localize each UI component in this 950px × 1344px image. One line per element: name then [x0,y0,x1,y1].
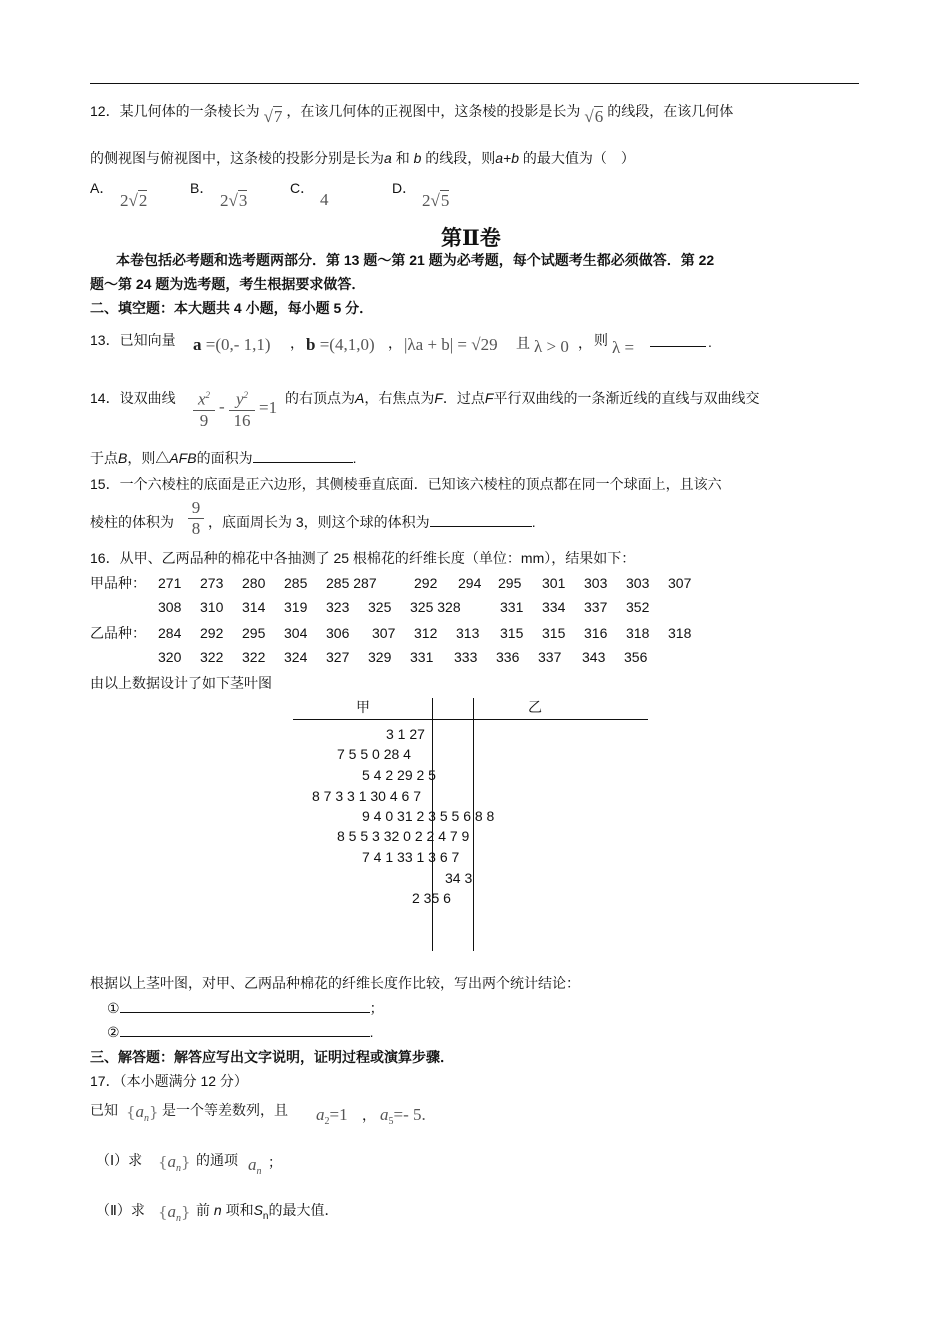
sqrt6: √6 [584,107,604,126]
q13-vector-a: a =(0,- 1,1) [193,335,271,354]
fiber-length-value: 303 [626,575,650,591]
fiber-length-value: 322 [200,649,224,665]
q17-a5: $a_5=-$ 5. [380,1105,426,1128]
option-c-value: 4 [320,190,329,209]
fiber-length-value: 310 [200,599,224,615]
fiber-length-value: 322 [242,649,266,665]
fiber-length-value: 284 [158,625,182,641]
q15-line2a: 棱柱的体积为 [90,514,174,530]
q13-lambda: λ = [612,338,635,357]
option-b-value: 2√3 [220,191,248,210]
stemleaf-header-line [293,719,648,720]
fiber-length-value: 307 [668,575,692,591]
yi-row2 [158,647,858,667]
q14-prefix: 14．设双曲线 [90,390,176,406]
fiber-length-value: 343 [582,649,606,665]
fiber-length-value: 294 [458,575,482,591]
q12-text1: 12．某几何体的一条棱长为 [90,103,260,119]
fiber-length-value: 325 [368,599,392,615]
part2-title: 第Ⅱ卷 [441,225,501,250]
fiber-length-value: 337 [538,649,562,665]
option-d[interactable]: D． [392,180,417,196]
fiber-length-value: 329 [368,649,392,665]
q17-part1: （Ⅰ）求 [96,1152,143,1168]
q17-general-term: $a_n$ [248,1155,262,1178]
fiber-length-value: 320 [158,649,182,665]
fiber-length-value: 295 [242,625,266,641]
q16-line1: 16．从甲、乙两品种的棉花中各抽测了 25 根棉花的纤维长度（单位：mm），结果如下： [90,550,636,566]
conclusion-2-blank[interactable] [120,1022,370,1037]
q16-conclude: 根据以上茎叶图，对甲、乙两品种棉花的纤维长度作比较，写出两个统计结论： [90,975,580,991]
q14-text: 的右顶点为A，右焦点为F．过点F平行双曲线的一条渐近线的直线与双曲线交 [285,390,760,406]
jia-row1 [158,573,858,593]
stemleaf-head-jia: 甲 [356,699,370,715]
fiber-length-value: 312 [414,625,438,641]
fiber-length-value: 319 [284,599,308,615]
option-a[interactable]: A． [90,180,114,196]
q13-norm: |λa + b| = √29 [404,335,498,354]
stemleaf-row: 3 1 27 [386,726,425,742]
fiber-length-value: 271 [158,575,182,591]
part2-intro2: 题～第 24 题为选考题，考生根据要求做答． [90,276,366,292]
yi-row1 [158,623,858,643]
fiber-length-value: 336 [496,649,520,665]
option-c[interactable]: C． [290,180,315,196]
fiber-length-value: 314 [242,599,266,615]
fiber-length-value: 356 [624,649,648,665]
fiber-length-value: 318 [668,625,692,641]
q14-frac-y: $\frac{y^2}{16}$ [229,385,255,431]
q17-head: 17．（本小题满分 12 分） [90,1073,248,1089]
fiber-length-value: 308 [158,599,182,615]
seq-an-3: $\{a_n\}$ [158,1202,191,1225]
part2-intro1: 本卷包括必考题和选考题两部分．第 13 题～第 21 题为必考题，每个试题考生都必须做答．第 22 [116,252,715,268]
fiber-length-value: 285 287 [326,575,377,591]
stemleaf-row: 2 35 6 [412,890,451,906]
top-rule [90,83,859,84]
q15-line1: 15．一个六棱柱的底面是正六边形，其侧棱垂直底面．已知该六棱柱的顶点都在同一个球面上，且该六 [90,476,722,492]
fiber-length-value: 304 [284,625,308,641]
fiber-length-value: 313 [456,625,480,641]
fiber-length-value: 325 328 [410,599,461,615]
option-b[interactable]: B． [190,180,214,196]
fiber-length-value: 292 [200,625,224,641]
stemleaf-row: 5 4 2 29 2 5 [362,767,436,783]
section3-heading: 三、解答题：解答应写出文字说明，证明过程或演算步骤． [90,1049,454,1065]
stemleaf-row: 9 4 0 31 2 3 5 5 6 8 8 [362,808,495,824]
fiber-length-value: 331 [410,649,434,665]
q14-answer-blank[interactable] [253,448,353,463]
sqrt7: √7 [263,107,283,126]
stemleaf-row: 7 5 5 0 28 4 [337,746,411,762]
fiber-length-value: 301 [542,575,566,591]
fiber-length-value: 324 [284,649,308,665]
q17-line1b: 是一个等差数列，且 [162,1102,288,1118]
fiber-length-value: 315 [500,625,524,641]
fiber-length-value: 327 [326,649,350,665]
q17-line1a: 已知 [90,1102,118,1118]
yi-label: 乙品种： [90,625,146,641]
q12-line2: 的侧视图与俯视图中，这条棱的投影分别是长为a 和 b 的线段，则a+b 的最大值为（ ） [90,150,635,166]
stemleaf-head-yi: 乙 [528,699,542,715]
q17-part2: （Ⅱ）求 [96,1202,145,1218]
option-a-value: 2√2 [120,191,148,210]
fiber-length-value: 323 [326,599,350,615]
q12-text3: 的线段，在该几何体 [607,103,734,119]
fiber-length-value: 318 [626,625,650,641]
fiber-length-value: 334 [542,599,566,615]
seq-an-2: $\{a_n\}$ [158,1152,191,1175]
q17-a2: $a_2=1$ [316,1105,348,1128]
q15-frac: $\frac{9}{8}$ [188,498,204,539]
stemleaf-row: 34 3 [445,870,473,886]
stemleaf-row: 8 5 5 3 32 0 2 2 4 7 9 [337,828,470,844]
stemleaf-row: 7 4 1 33 1 3 6 7 [362,849,460,865]
seq-an: $\{a_n\}$ [126,1102,159,1125]
fiber-length-value: 331 [500,599,524,615]
fiber-length-value: 273 [200,575,224,591]
q12-line1 [90,100,734,126]
fiber-length-value: 280 [242,575,266,591]
conclusion-1: ① ； [107,1000,384,1016]
fiber-length-value: 303 [584,575,608,591]
fiber-length-value: 337 [584,599,608,615]
q13-vector-b: b =(4,1,0) [306,335,375,354]
q17-part2b: 前 n 项和$S_n$的最大值． [196,1202,339,1222]
q17-part1b: 的通项 [196,1152,238,1168]
fiber-length-value: 292 [414,575,438,591]
q15-line2b: ，底面周长为 3，则这个球的体积为 . [208,514,536,530]
fiber-length-value: 306 [326,625,350,641]
q15-answer-blank[interactable] [430,512,532,527]
fiber-length-value: 352 [626,599,650,615]
jia-row2 [158,597,858,617]
conclusion-1-blank[interactable] [120,998,370,1013]
jia-label: 甲品种： [90,575,146,591]
fiber-length-value: 315 [542,625,566,641]
q13-answer-blank[interactable] [650,332,706,347]
stemleaf-row: 8 7 3 3 1 30 4 6 7 [312,788,421,804]
conclusion-2: ② . [107,1024,374,1040]
fiber-length-value: 295 [498,575,522,591]
fiber-length-value: 316 [584,625,608,641]
section2-heading: 二、填空题：本大题共 4 小题，每小题 5 分． [90,300,374,316]
fiber-length-value: 333 [454,649,478,665]
q14-line2: 于点B，则△AFB的面积为 . [90,450,357,466]
stemleaf-caption: 由以上数据设计了如下茎叶图 [90,675,272,691]
q13-prefix: 13．已知向量 [90,332,176,348]
fiber-length-value: 307 [372,625,396,641]
option-d-value: 2√5 [422,191,450,210]
q14-frac-x: $\frac{x^2}{9}$ [193,385,215,431]
q12-text2: ，在该几何体的正视图中，这条棱的投影是长为 [286,103,581,119]
fiber-length-value: 285 [284,575,308,591]
q13-condition: λ > 0 [534,337,569,356]
